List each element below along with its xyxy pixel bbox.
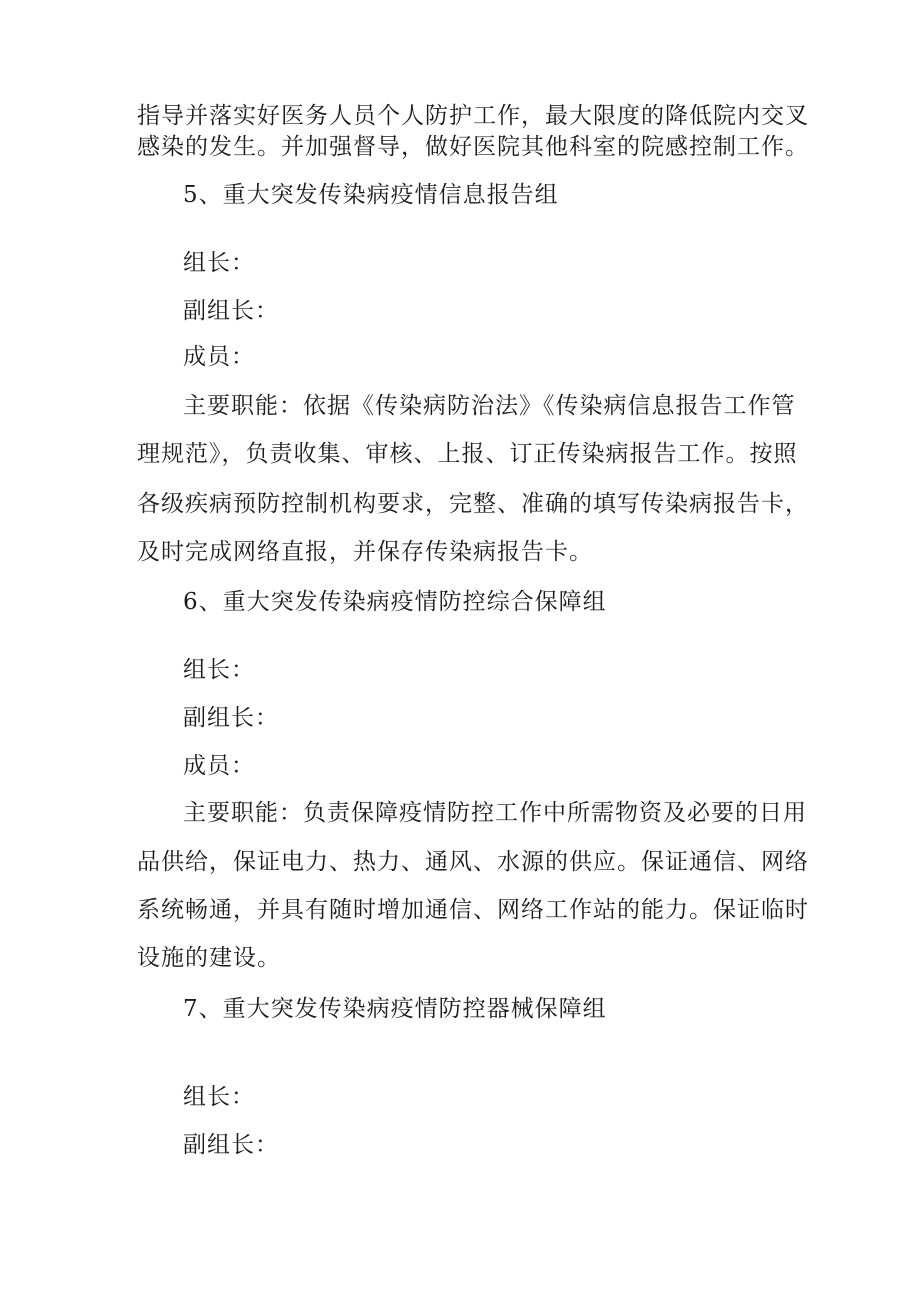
section-5-duties-text: 理规范》，负责收集、审核、上报、订正传染病报告工作。按照 — [137, 441, 798, 467]
section-heading — [0, 585, 920, 619]
section-5-duties-text: 各级疾病预防控制机构要求，完整、准确的填写传染病报告卡， — [137, 491, 809, 517]
duties-line — [0, 941, 920, 975]
duties-line — [0, 487, 920, 521]
section-6-leader-label: 组长： — [183, 657, 255, 683]
paragraph-line — [0, 99, 920, 133]
paragraph-line — [0, 130, 920, 164]
leader-line — [0, 246, 920, 280]
section-5-leader-label: 组长： — [183, 250, 255, 276]
section-6-heading: 6、重大突发传染病疫情防控综合保障组 — [183, 589, 607, 615]
leader-line — [0, 653, 920, 687]
duties-line — [0, 796, 920, 830]
section-6-duties-text: 系统畅通，并具有随时增加通信、网络工作站的能力。保证临时 — [137, 897, 809, 923]
section-7-deputy-label: 副组长： — [183, 1132, 279, 1158]
section-6-members-label: 成员： — [183, 753, 255, 779]
section-7-heading: 7、重大突发传染病疫情防控器械保障组 — [183, 996, 607, 1022]
deputy-line — [0, 1128, 920, 1162]
duties-line — [0, 535, 920, 569]
section-5-duties-text: 及时完成网络直报，并保存传染病报告卡。 — [137, 539, 593, 565]
section-7-leader-label: 组长： — [183, 1084, 255, 1110]
paragraph-text: 指导并落实好医务人员个人防护工作，最大限度的降低院内交叉 — [137, 103, 809, 129]
duties-line — [0, 845, 920, 879]
section-6-duties-text: 主要职能：负责保障疫情防控工作中所需物资及必要的日用 — [183, 800, 807, 826]
paragraph-text: 感染的发生。并加强督导，做好医院其他科室的院感控制工作。 — [137, 134, 809, 160]
leader-line — [0, 1080, 920, 1114]
section-5-members-label: 成员： — [183, 344, 255, 370]
duties-line — [0, 893, 920, 927]
duties-line — [0, 389, 920, 423]
members-line — [0, 749, 920, 783]
duties-line — [0, 437, 920, 471]
deputy-line — [0, 701, 920, 735]
section-5-duties-text: 主要职能：依据《传染病防治法》《传染病信息报告工作管 — [183, 393, 796, 419]
section-5-deputy-label: 副组长： — [183, 298, 279, 324]
members-line — [0, 340, 920, 374]
section-6-deputy-label: 副组长： — [183, 705, 279, 731]
section-6-duties-text: 设施的建设。 — [137, 945, 281, 971]
section-5-heading: 5、重大突发传染病疫情信息报告组 — [183, 182, 559, 208]
section-heading — [0, 178, 920, 212]
deputy-line — [0, 294, 920, 328]
section-6-duties-text: 品供给，保证电力、热力、通风、水源的供应。保证通信、网络 — [137, 849, 809, 875]
section-heading — [0, 992, 920, 1026]
